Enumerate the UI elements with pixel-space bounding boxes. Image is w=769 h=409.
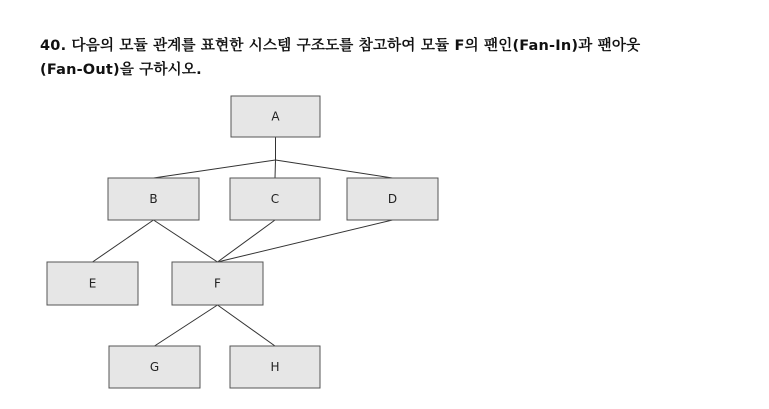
module-node-f [172, 262, 263, 305]
module-node-a [231, 96, 320, 137]
module-label-a: A [271, 109, 280, 124]
module-label-c: C [270, 192, 280, 206]
module-node-c [230, 178, 320, 220]
edges-layer [93, 137, 393, 346]
module-node-h [230, 346, 320, 388]
question-line-1: 40. 다음의 모듈 관계를 표현한 시스템 구조도를 참고하여 모듈 F의 팬인(Fan-In)과 팬아웃 [40, 38, 641, 54]
module-node-d [347, 178, 438, 220]
edge-a-b [154, 160, 276, 178]
module-node-e [47, 262, 138, 305]
edge-f-g [155, 305, 218, 346]
edge-a-c [275, 160, 276, 178]
edge-a-d [276, 160, 393, 178]
module-node-g [109, 346, 200, 388]
module-label-d: D [387, 192, 398, 206]
nodes-layer [47, 96, 438, 388]
question-line-2: (Fan-Out)을 구하시오. [40, 62, 202, 78]
edge-b-e [93, 220, 154, 262]
edge-d-f [218, 220, 393, 262]
module-label-g: G [149, 360, 160, 374]
module-label-h: H [270, 360, 280, 374]
module-label-f: F [214, 276, 221, 291]
module-node-b [108, 178, 199, 220]
edge-f-h [218, 305, 276, 346]
edge-c-f [218, 220, 276, 262]
edge-b-f [154, 220, 218, 262]
module-label-b: B [149, 192, 158, 206]
module-label-e: E [88, 276, 97, 291]
